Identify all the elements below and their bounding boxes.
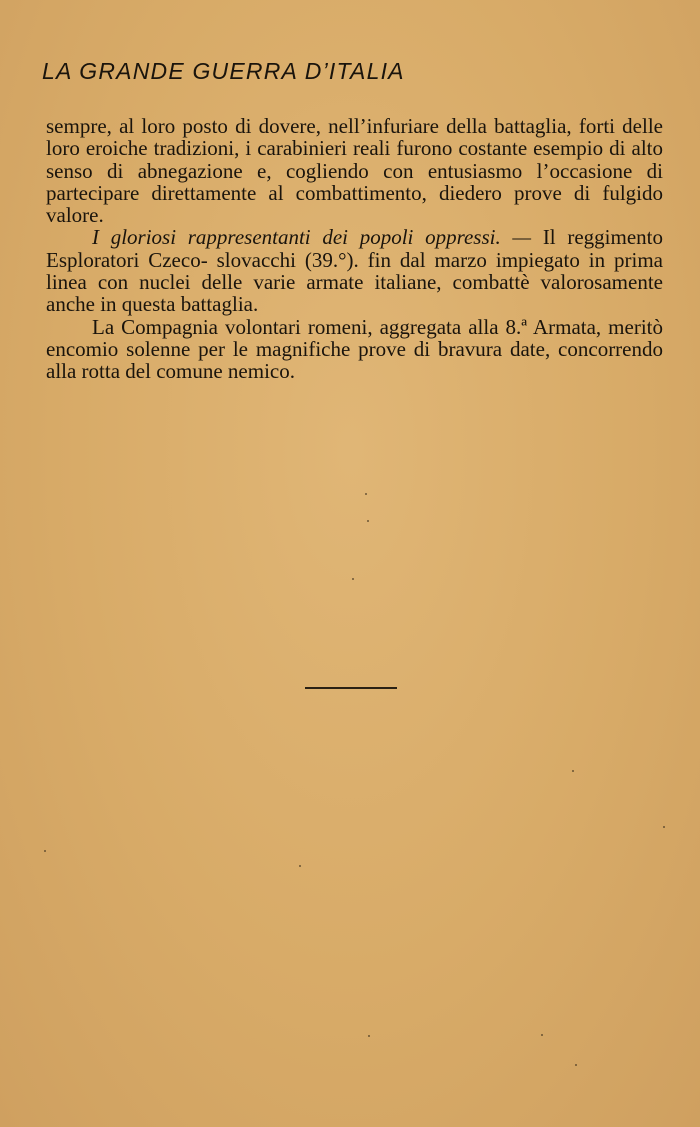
running-title: LA GRANDE GUERRA D’ITALIA <box>42 58 405 84</box>
paragraph-text: Il reggimento Esploratori Czeco- slovacchi (39.°). fin dal marzo impiegato in prima linea con nuclei delle varie armate italiane, combattè valorosamente anche in questa battaglia. <box>46 225 663 317</box>
paper-speck <box>367 520 369 522</box>
paper-speck <box>365 493 367 495</box>
paper-speck <box>663 826 665 828</box>
paragraph-romanian-company: La Compagnia volontari romeni, aggregata alla 8.ª Armata, meritò encomio solenne per le magnifiche prove di bravura date, concorrendo alla rotta del comune nemico. <box>46 314 663 384</box>
body-text <box>46 115 663 383</box>
paper-speck <box>572 770 574 772</box>
paper-speck <box>541 1034 543 1036</box>
paper-speck <box>575 1064 577 1066</box>
paper-speck <box>352 578 354 580</box>
paragraph-oppressed-peoples <box>46 226 663 315</box>
paper-speck <box>44 850 46 852</box>
section-end-rule <box>305 687 397 689</box>
section-heading: I gloriosi rappresentanti dei popoli oppressi. — <box>92 225 532 250</box>
paragraph-carabinieri: sempre, al loro posto di dovere, nell’infuriare della battaglia, forti delle loro eroiche tradizioni, i carabinieri reali furono costante esempio di alto senso di abnegazione e, cogliendo con entusiasmo l’occasione di partecipare direttamente al combattimento, diedero prove di fulgido valore. <box>46 114 663 228</box>
paper-speck <box>368 1035 370 1037</box>
paper-speck <box>299 865 301 867</box>
